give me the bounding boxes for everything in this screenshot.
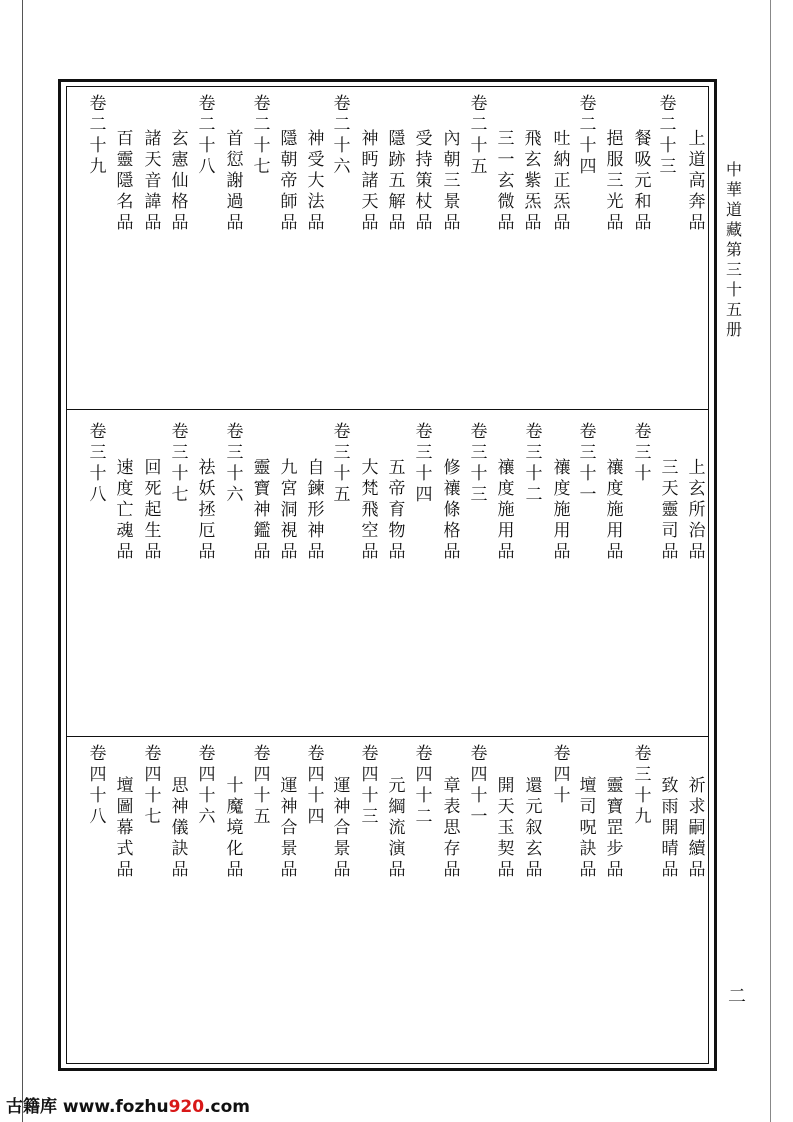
section-title: 祈 求 嗣 續 品 <box>688 776 706 880</box>
site-url-prefix: www.fozhu <box>62 1097 169 1117</box>
page-right-rule <box>770 0 771 1122</box>
site-url-suffix: .com <box>204 1097 251 1117</box>
juan-heading: 卷 三 十 <box>634 422 652 484</box>
running-head-book: 中 華 道 藏 <box>725 160 742 239</box>
juan-heading: 卷 四 十 八 <box>89 744 107 827</box>
page-left-rule <box>22 0 23 1122</box>
juan-heading: 卷 三 十 三 <box>470 422 488 505</box>
chapter-title: 三 天 靈 司 品 <box>661 458 679 562</box>
chapter-title: 祛 妖 拯 厄 品 <box>198 458 216 562</box>
juan-heading: 卷 四 十 一 <box>470 744 488 827</box>
juan-heading: 卷 三 十 八 <box>89 422 107 505</box>
chapter-title: 壇 司 呪 訣 品 <box>579 776 597 880</box>
chapter-title: 十 魔 境 化 品 <box>226 776 244 880</box>
chapter-title: 章 表 思 存 品 <box>443 776 461 880</box>
chapter-title: 靈 寶 神 鑑 品 <box>253 458 271 562</box>
chapter-title: 大 梵 飛 空 品 <box>361 458 379 562</box>
chapter-title: 餐 吸 元 和 品 <box>634 129 652 233</box>
chapter-title: 百 靈 隱 名 品 <box>116 129 134 233</box>
juan-heading: 卷 四 十 二 <box>415 744 433 827</box>
juan-heading: 卷 三 十 二 <box>525 422 543 505</box>
juan-heading: 卷 二 十 五 <box>470 94 488 177</box>
site-url-number: 920 <box>168 1097 205 1117</box>
chapter-title: 元 綱 流 演 品 <box>388 776 406 880</box>
juan-heading: 卷 二 十 四 <box>579 94 597 177</box>
juan-heading: 卷 三 十 五 <box>333 422 351 505</box>
section-divider <box>67 736 708 737</box>
chapter-title: 開 天 玉 契 品 <box>497 776 515 880</box>
chapter-title: 隱 朝 帝 師 品 <box>280 129 298 233</box>
chapter-title: 思 神 儀 訣 品 <box>171 776 189 880</box>
chapter-title: 諸 天 音 諱 品 <box>144 129 162 233</box>
chapter-title: 禳 度 施 用 品 <box>553 458 571 562</box>
site-watermark[interactable] <box>6 1092 250 1117</box>
juan-heading: 卷 三 十 七 <box>171 422 189 505</box>
chapter-title: 運 神 合 景 品 <box>333 776 351 880</box>
juan-heading: 卷 三 十 六 <box>226 422 244 505</box>
chapter-title: 三 一 玄 微 品 <box>497 129 515 233</box>
section-title: 上 玄 所 治 品 <box>688 458 706 562</box>
juan-heading: 卷 三 十 一 <box>579 422 597 505</box>
chapter-title: 隱 跡 五 解 品 <box>388 129 406 233</box>
juan-heading: 卷 二 十 九 <box>89 94 107 177</box>
chapter-title: 禳 度 施 用 品 <box>606 458 624 562</box>
section-title: 上 道 高 奔 品 <box>688 129 706 233</box>
running-head-volume: 第 三 十 五 册 <box>725 240 742 339</box>
folio-number: 二 <box>728 986 746 1007</box>
chapter-title: 吐 納 正 炁 品 <box>553 129 571 233</box>
chapter-title: 修 禳 條 格 品 <box>443 458 461 562</box>
chapter-title: 回 死 起 生 品 <box>144 458 162 562</box>
chapter-title: 致 雨 開 晴 品 <box>661 776 679 880</box>
chapter-title: 玄 憲 仙 格 品 <box>171 129 189 233</box>
chapter-title: 神 受 大 法 品 <box>307 129 325 233</box>
chapter-title: 首 愆 謝 過 品 <box>226 129 244 233</box>
juan-heading: 卷 四 十 <box>553 744 571 806</box>
site-brand: 古籍库 <box>6 1097 57 1117</box>
juan-heading: 卷 二 十 六 <box>333 94 351 177</box>
chapter-title: 受 持 策 杖 品 <box>415 129 433 233</box>
juan-heading: 卷 二 十 七 <box>253 94 271 177</box>
chapter-title: 九 宮 洞 視 品 <box>280 458 298 562</box>
chapter-title: 速 度 亡 魂 品 <box>116 458 134 562</box>
juan-heading: 卷 二 十 八 <box>198 94 216 177</box>
juan-heading: 卷 二 十 三 <box>659 94 677 177</box>
chapter-title: 壇 圖 幕 式 品 <box>116 776 134 880</box>
chapter-title: 靈 寶 罡 步 品 <box>606 776 624 880</box>
juan-heading: 卷 四 十 六 <box>198 744 216 827</box>
juan-heading: 卷 三 十 九 <box>634 744 652 827</box>
juan-heading: 卷 四 十 七 <box>144 744 162 827</box>
chapter-title: 還 元 叙 玄 品 <box>525 776 543 880</box>
section-divider <box>67 409 708 410</box>
juan-heading: 卷 四 十 五 <box>253 744 271 827</box>
chapter-title: 自 鍊 形 神 品 <box>307 458 325 562</box>
chapter-title: 挹 服 三 光 品 <box>606 129 624 233</box>
juan-heading: 卷 四 十 三 <box>361 744 379 827</box>
chapter-title: 運 神 合 景 品 <box>280 776 298 880</box>
juan-heading: 卷 四 十 四 <box>307 744 325 827</box>
chapter-title: 飛 玄 紫 炁 品 <box>524 129 542 233</box>
juan-heading: 卷 三 十 四 <box>415 422 433 505</box>
chapter-title: 神 眄 諸 天 品 <box>361 129 379 233</box>
chapter-title: 禳 度 施 用 品 <box>497 458 515 562</box>
chapter-title: 五 帝 育 物 品 <box>388 458 406 562</box>
chapter-title: 內 朝 三 景 品 <box>443 129 461 233</box>
